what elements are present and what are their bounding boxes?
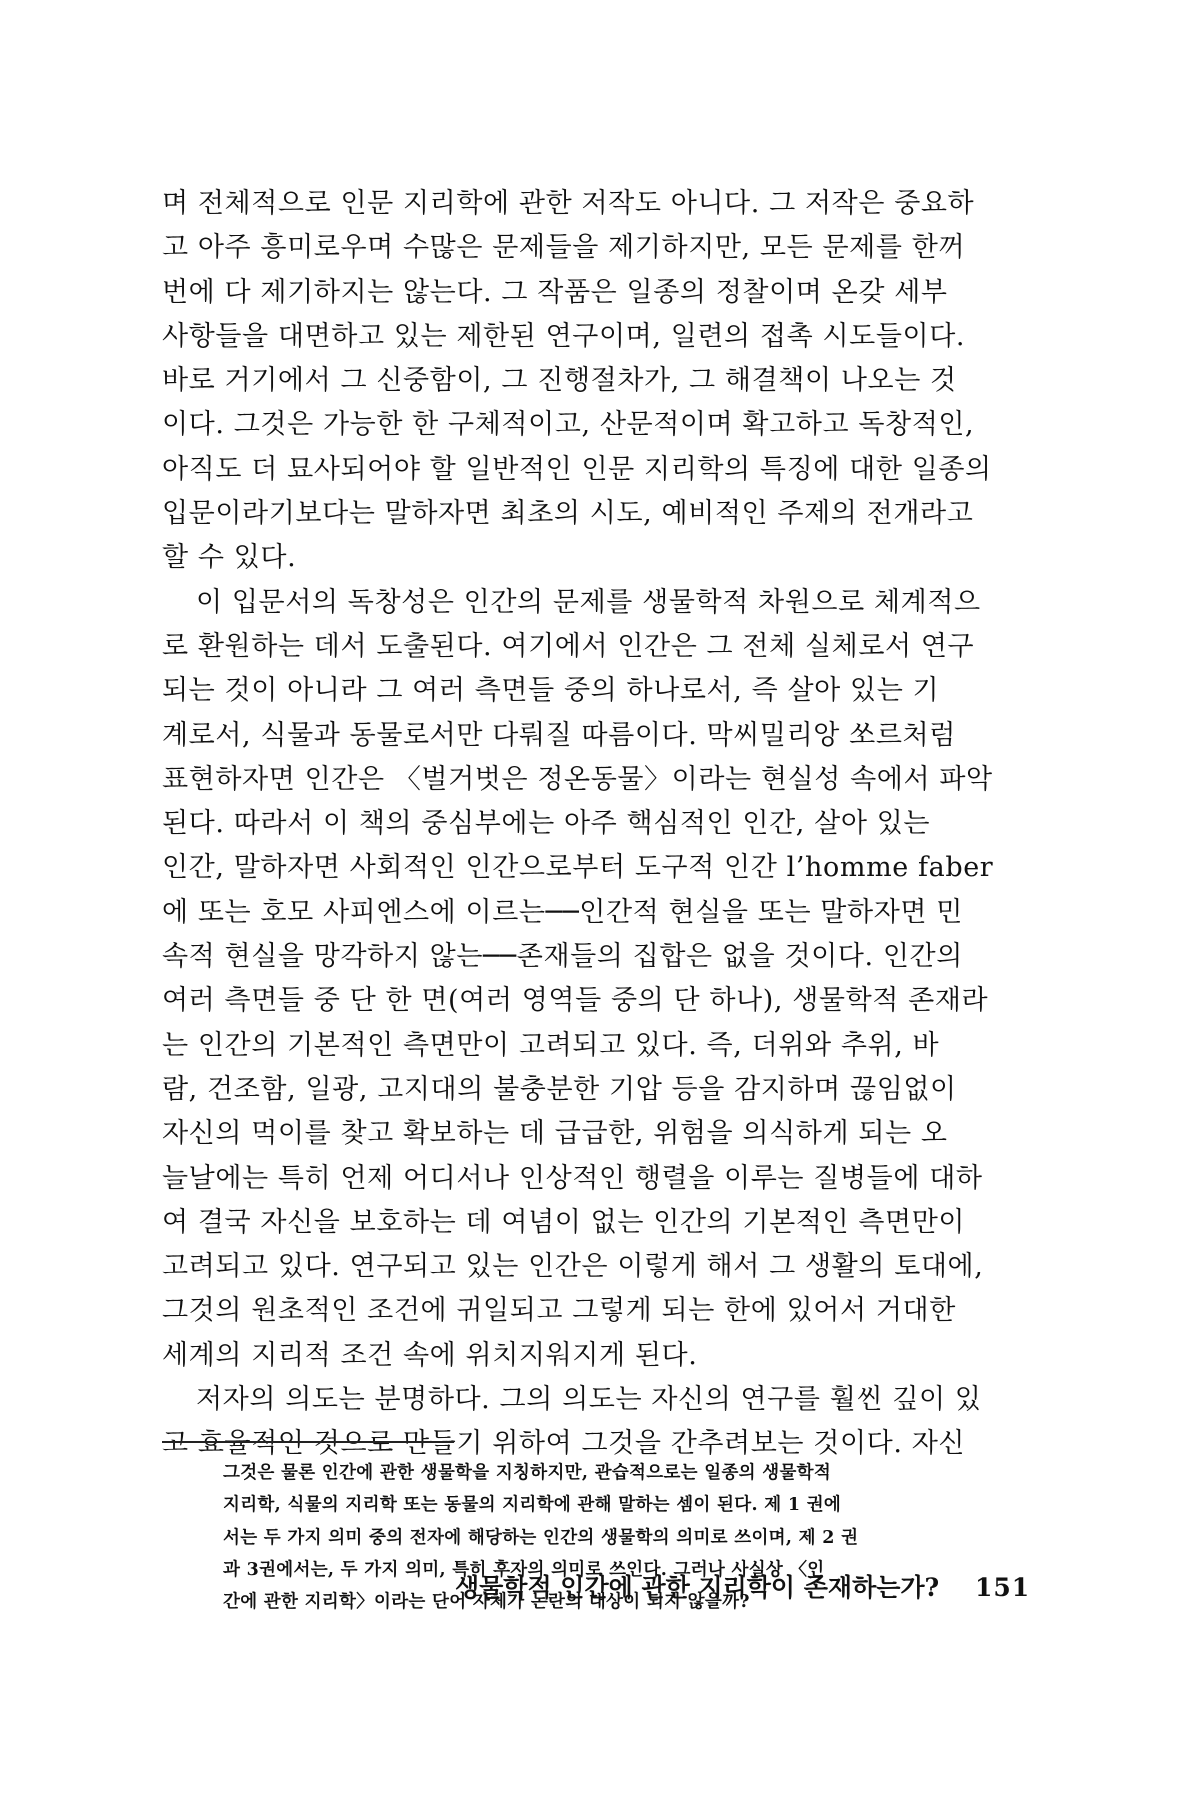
body-line: 고 아주 흥미로우며 수많은 문제들을 제기하지만, 모든 문제를 한꺼: [162, 232, 966, 264]
paragraph-start-line: 저자의 의도는 분명하다. 그의 의도는 자신의 연구를 훨씬 깊이 있: [196, 1384, 982, 1416]
footnote-line: 그것은 물론 인간에 관한 생물학을 지칭하지만, 관습적으로는 일종의 생물학적: [223, 1463, 832, 1483]
body-line: 그것의 원초적인 조건에 귀일되고 그렇게 되는 한에 있어서 거대한: [162, 1295, 956, 1327]
body-line: 는 인간의 기본적인 측면만이 고려되고 있다. 즉, 더위와 추위, 바: [162, 1029, 940, 1061]
body-line: 고려되고 있다. 연구되고 있는 인간은 이렇게 해서 그 생활의 토대에,: [162, 1251, 984, 1283]
body-line: 고 효율적인 것으로 만들기 위하여 그것을 간추려보는 것이다. 자신: [162, 1428, 966, 1460]
body-line: 할 수 있다.: [162, 542, 297, 574]
body-line: 속적 현실을 망각하지 않는──존재들의 집합은 없을 것이다. 인간의: [162, 941, 963, 973]
body-line: 인간, 말하자면 사회적인 인간으로부터 도구적 인간 l’homme faber: [162, 852, 994, 884]
footnote-line: 과 3권에서는, 두 가지 의미, 특히 후자의 의미로 쓰인다. 그러나 사실상 〈인: [223, 1559, 825, 1580]
body-line: 여러 측면들 중 단 한 면(여러 영역들 중의 단 하나), 생물학적 존재라: [162, 985, 989, 1017]
body-line: 여 결국 자신을 보호하는 데 여념이 없는 인간의 기본적인 측면만이: [162, 1206, 966, 1238]
body-line: 표현하자면 인간은 〈벌거벗은 정온동물〉이라는 현실성 속에서 파악: [162, 763, 993, 795]
body-line: 사항들을 대면하고 있는 제한된 연구이며, 일련의 접촉 시도들이다.: [162, 320, 966, 352]
body-line: 로 환원하는 데서 도출된다. 여기에서 인간은 그 전체 실체로서 연구: [162, 630, 975, 662]
body-line: 세계의 지리적 조건 속에 위치지워지게 된다.: [162, 1339, 698, 1371]
page-number: 151: [975, 1573, 1031, 1602]
paragraph-start-line: 이 입문서의 독창성은 인간의 문제를 생물학적 차원으로 체계적으: [196, 586, 981, 618]
running-title: 생물학적 인간에 관한 지리학이 존재하는가?: [455, 1573, 940, 1602]
body-line: 람, 건조함, 일광, 고지대의 불충분한 기압 등을 감지하며 끊임없이: [162, 1073, 957, 1105]
body-line: 며 전체적으로 인문 지리학에 관한 저작도 아니다. 그 저작은 중요하: [162, 188, 975, 219]
body-line: 계로서, 식물과 동물로서만 다뤄질 따름이다. 막씨밀리앙 쏘르처럼: [162, 719, 956, 751]
body-line: 자신의 먹이를 찾고 확보하는 데 급급한, 위험을 의식하게 되는 오: [162, 1118, 948, 1150]
footnote-line: 지리학, 식물의 지리학 또는 동물의 지리학에 관해 말하는 셈이 된다. 제 1 권에: [223, 1495, 842, 1516]
footnote-line: 서는 두 가지 의미 중의 전자에 해당하는 인간의 생물학의 의미로 쓰이며, 제 2 권: [223, 1527, 859, 1548]
body-line: 아직도 더 묘사되어야 할 일반적인 인문 지리학의 특징에 대한 일종의: [162, 453, 992, 485]
body-line: 입문이라기보다는 말하자면 최초의 시도, 예비적인 주제의 전개라고: [162, 498, 974, 530]
body-line: 번에 다 제기하지는 않는다. 그 작품은 일종의 정찰이며 온갖 세부: [162, 276, 948, 308]
body-line: 된다. 따라서 이 책의 중심부에는 아주 핵심적인 인간, 살아 있는: [162, 808, 931, 840]
footnote-divider: [162, 1441, 454, 1443]
body-line: 늘날에는 특히 언제 어디서나 인상적인 행렬을 이루는 질병들에 대하: [162, 1162, 983, 1194]
body-line: 이다. 그것은 가능한 한 구체적이고, 산문적이며 확고하고 독창적인,: [162, 409, 975, 441]
body-line: 되는 것이 아니라 그 여러 측면들 중의 하나로서, 즉 살아 있는 기: [162, 675, 940, 707]
body-text: [162, 182, 1032, 1467]
body-line: 에 또는 호모 사피엔스에 이르는──인간적 현실을 또는 말하자면 민: [162, 896, 963, 928]
footnote-line: 간에 관한 지리학〉이라는 단어 자체가 논란의 대상이 되지 않을까?: [223, 1592, 750, 1613]
body-line: 바로 거기에서 그 신중함이, 그 진행절차가, 그 해결책이 나오는 것: [162, 365, 957, 397]
